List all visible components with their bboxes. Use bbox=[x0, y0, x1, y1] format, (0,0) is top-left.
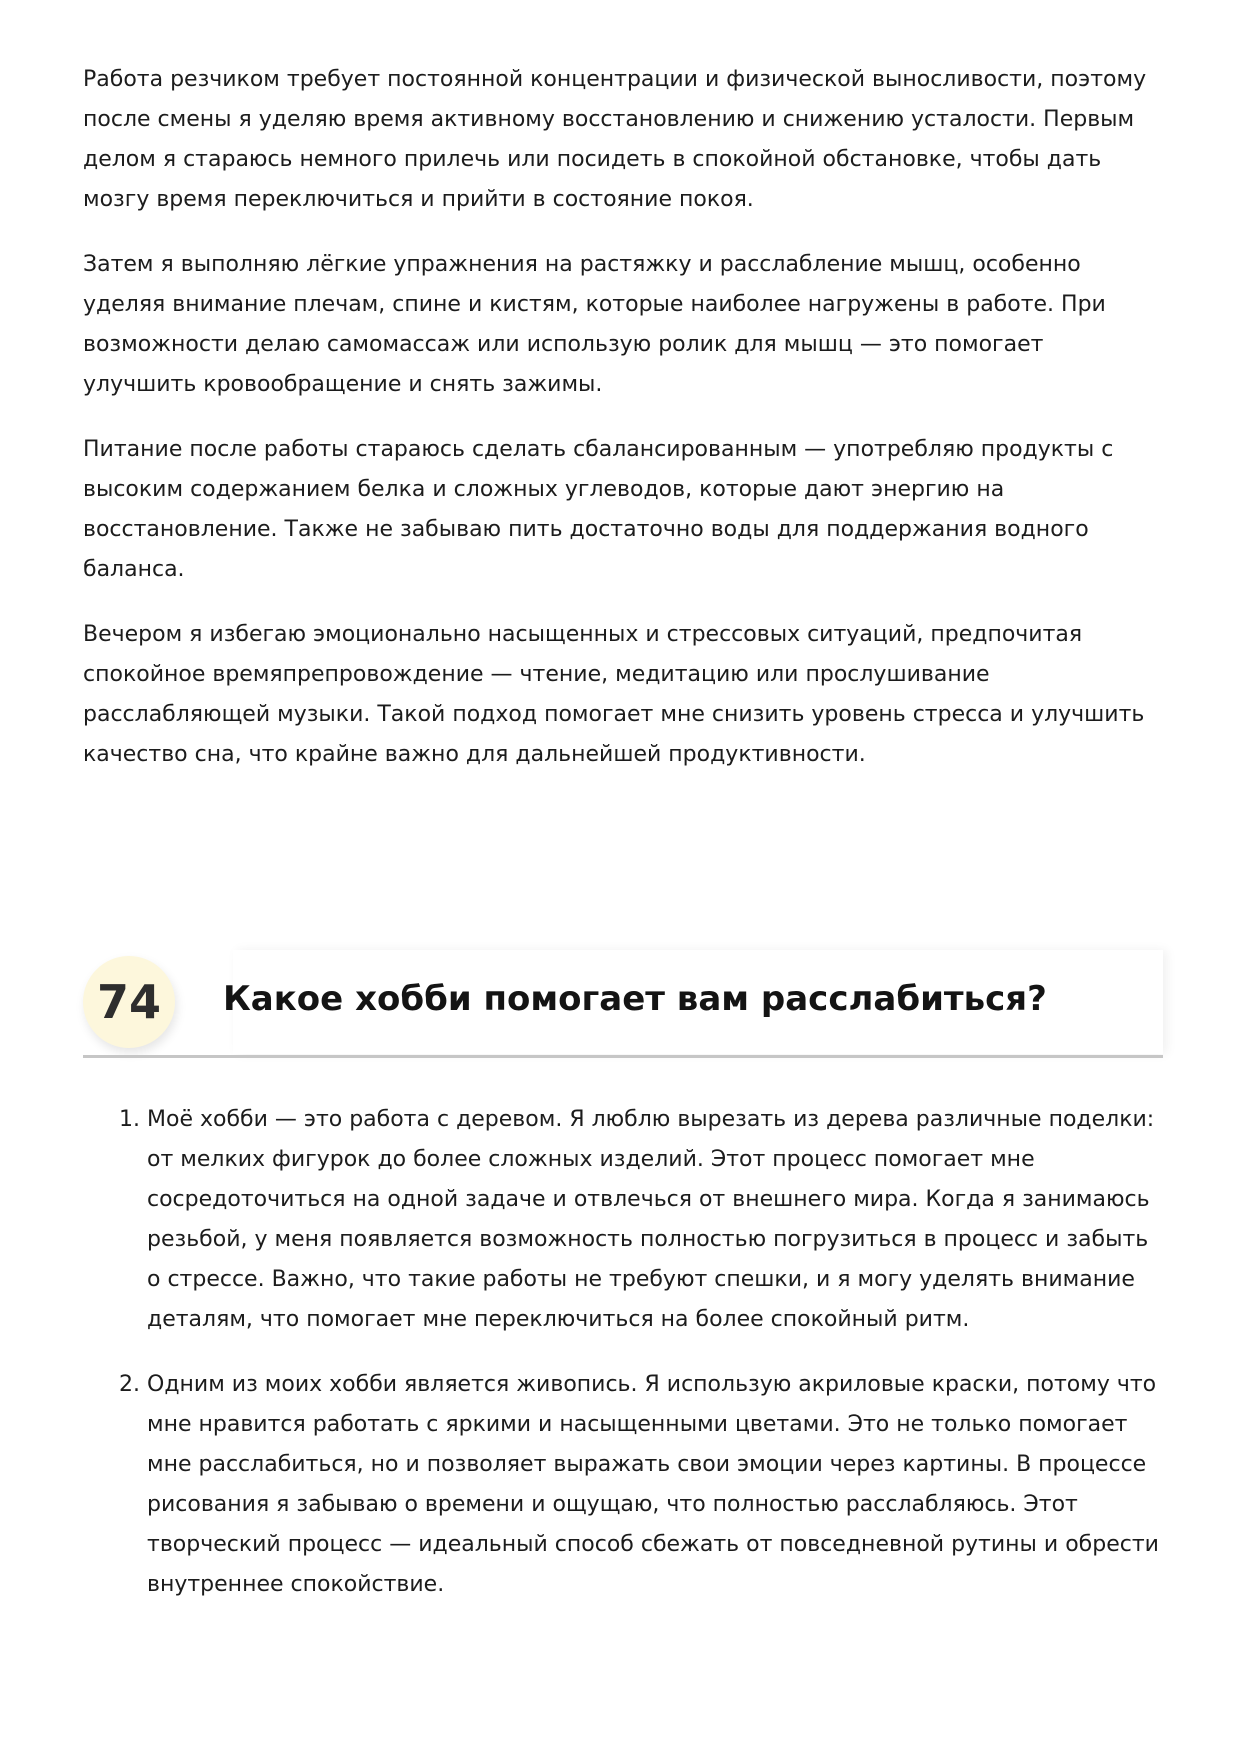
answer-number: 2. bbox=[119, 1372, 140, 1397]
answer-item-1 bbox=[83, 1100, 1163, 1340]
question-divider bbox=[83, 1055, 1163, 1058]
answer-number: 1. bbox=[119, 1107, 140, 1132]
question-title: Какое хобби помогает вам расслабиться? bbox=[223, 979, 1047, 1019]
intro-paragraph-1: Работа резчиком требует постоянной концентрации и физической выносливости, поэтому после смены я уделяю время активному восстановлению и снижению усталости. Первым делом я стараюсь немного прилечь или посидеть в спокойной обстановке, чтобы дать мозгу время переключиться и прийти в состояние покоя. bbox=[83, 67, 1147, 212]
question-number-badge: 74 bbox=[83, 956, 175, 1048]
answer-item-2 bbox=[83, 1365, 1163, 1605]
answer-text: Одним из моих хобби является живопись. Я использую акриловые краски, потому что мне нравится работать с яркими и насыщенными цветами. Это не только помогает мне расслабиться, но и позволяет выражать свои эмоции через картины. В процессе рисования я забываю о времени и ощущаю, что полностью расслабляюсь. Этот творческий процесс — идеальный способ сбежать от повседневной рутины и обрести внутреннее спокойствие. bbox=[147, 1372, 1159, 1597]
intro-paragraph-2: Затем я выполняю лёгкие упражнения на растяжку и расслабление мышц, особенно уделяя внимание плечам, спине и кистям, которые наиболее нагружены в работе. При возможности делаю самомассаж или использую ролик для мышц — это помогает улучшить кровообращение и снять зажимы. bbox=[83, 252, 1106, 397]
answer-text: Моё хобби — это работа с деревом. Я люблю вырезать из дерева различные поделки: от мелких фигурок до более сложных изделий. Этот процесс помогает мне сосредоточиться на одной задаче и отвлечься от внешнего мира. Когда я занимаюсь резьбой, у меня появляется возможность полностью погрузиться в процесс и забыть о стрессе. Важно, что такие работы не требуют спешки, и я могу уделять внимание деталям, что помогает мне переключиться на более спокойный ритм. bbox=[147, 1107, 1155, 1332]
intro-paragraph-3: Питание после работы стараюсь сделать сбалансированным — употребляю продукты с высоким содержанием белка и сложных углеводов, которые дают энергию на восстановление. Также не забываю пить достаточно воды для поддержания водного баланса. bbox=[83, 437, 1114, 582]
intro-paragraph-4: Вечером я избегаю эмоционально насыщенных и стрессовых ситуаций, предпочитая спокойное времяпрепровождение — чтение, медитацию или прослушивание расслабляющей музыки. Такой подход помогает мне снизить уровень стресса и улучшить качество сна, что крайне важно для дальнейшей продуктивности. bbox=[83, 622, 1145, 767]
answer-list bbox=[83, 1100, 1163, 1630]
intro-text bbox=[83, 60, 1163, 800]
question-header bbox=[83, 950, 1163, 1058]
